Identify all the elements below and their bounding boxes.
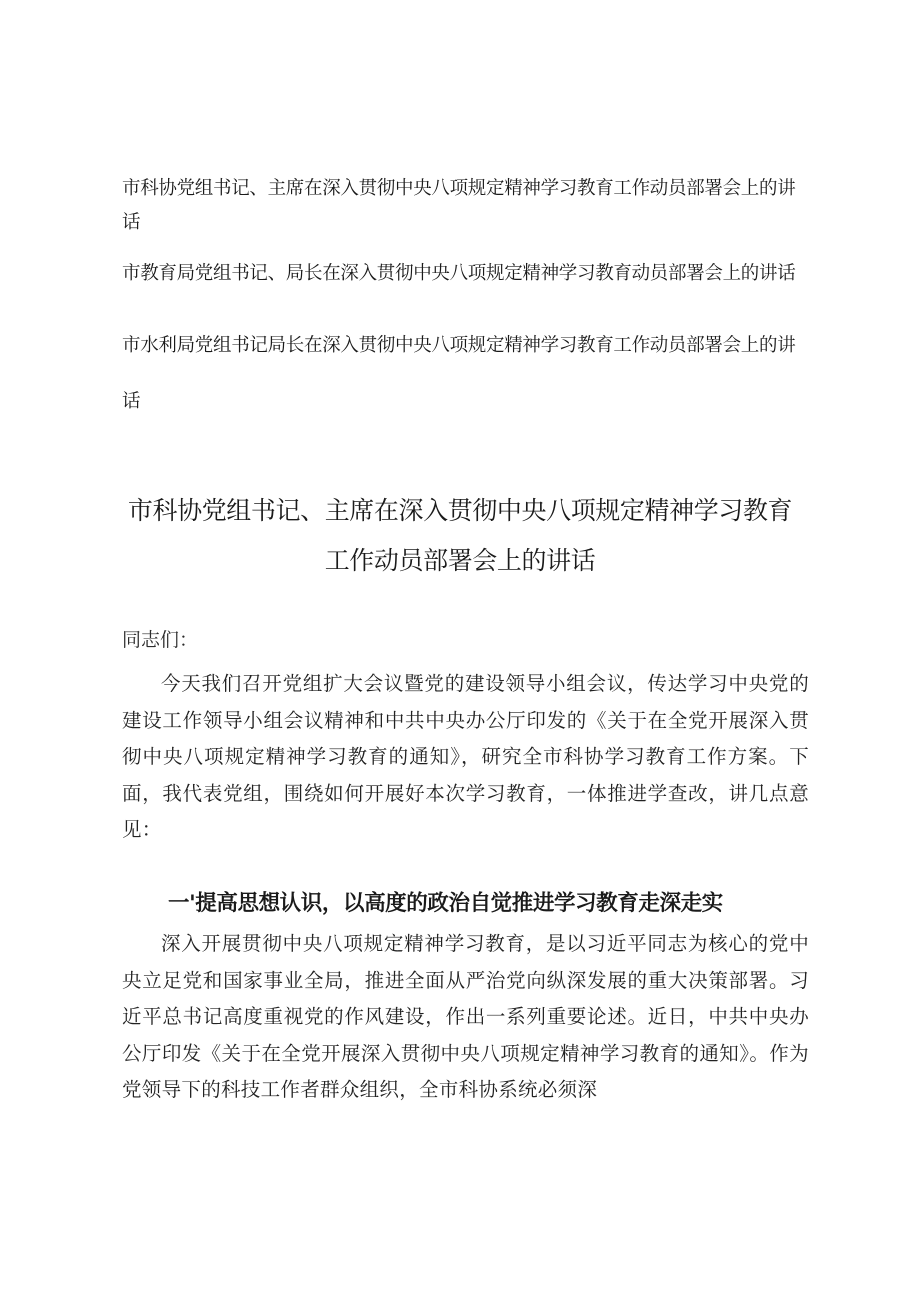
toc-item-2: 市教育局党组书记、局长在深入贯彻中央八项规定精神学习教育动员部署会上的讲话 [122,263,796,284]
paragraph-intro: 今天我们召开党组扩大会议暨党的建设领导小组会议，传达学习中央党的建设工作领导小组会议精神和中共中央办公厅印发的《关于在全党开展深入贯彻中央八项规定精神学习教育的通知》，研究全市科协学习教育工作方案。下面，我代表党组，围绕如何开展好本次学习教育，一体推进学查改，讲几点意见： [122,672,809,842]
article-title: 市科协党组书记、主席在深入贯彻中央八项规定精神学习教育工作动员部署会上的讲话 [127,496,793,575]
salutation: 同志们： [122,629,199,651]
toc-item-3: 市水利局党组书记局长在深入贯彻中央八项规定精神学习教育工作动员部署会上的讲话 [122,335,796,412]
toc-item-1: 市科协党组书记、主席在深入贯彻中央八项规定精神学习教育工作动员部署会上的讲话 [122,178,796,233]
section-heading-1: 一'提高思想认识，以高度的政治自觉推进学习教育走深走实 [168,891,723,916]
paragraph-section-1: 深入开展贯彻中央八项规定精神学习教育，是以习近平同志为核心的党中央立足党和国家事业全局，推进全面从严治党向纵深发展的重大决策部署。习近平总书记高度重视党的作风建设，作出一系列重要论述。近日，中共中央办公厅印发《关于在全党开展深入贯彻中央八项规定精神学习教育的通知》。作为党领导下的科技工作者群众组织，全市科协系统必须深 [122,932,809,1102]
